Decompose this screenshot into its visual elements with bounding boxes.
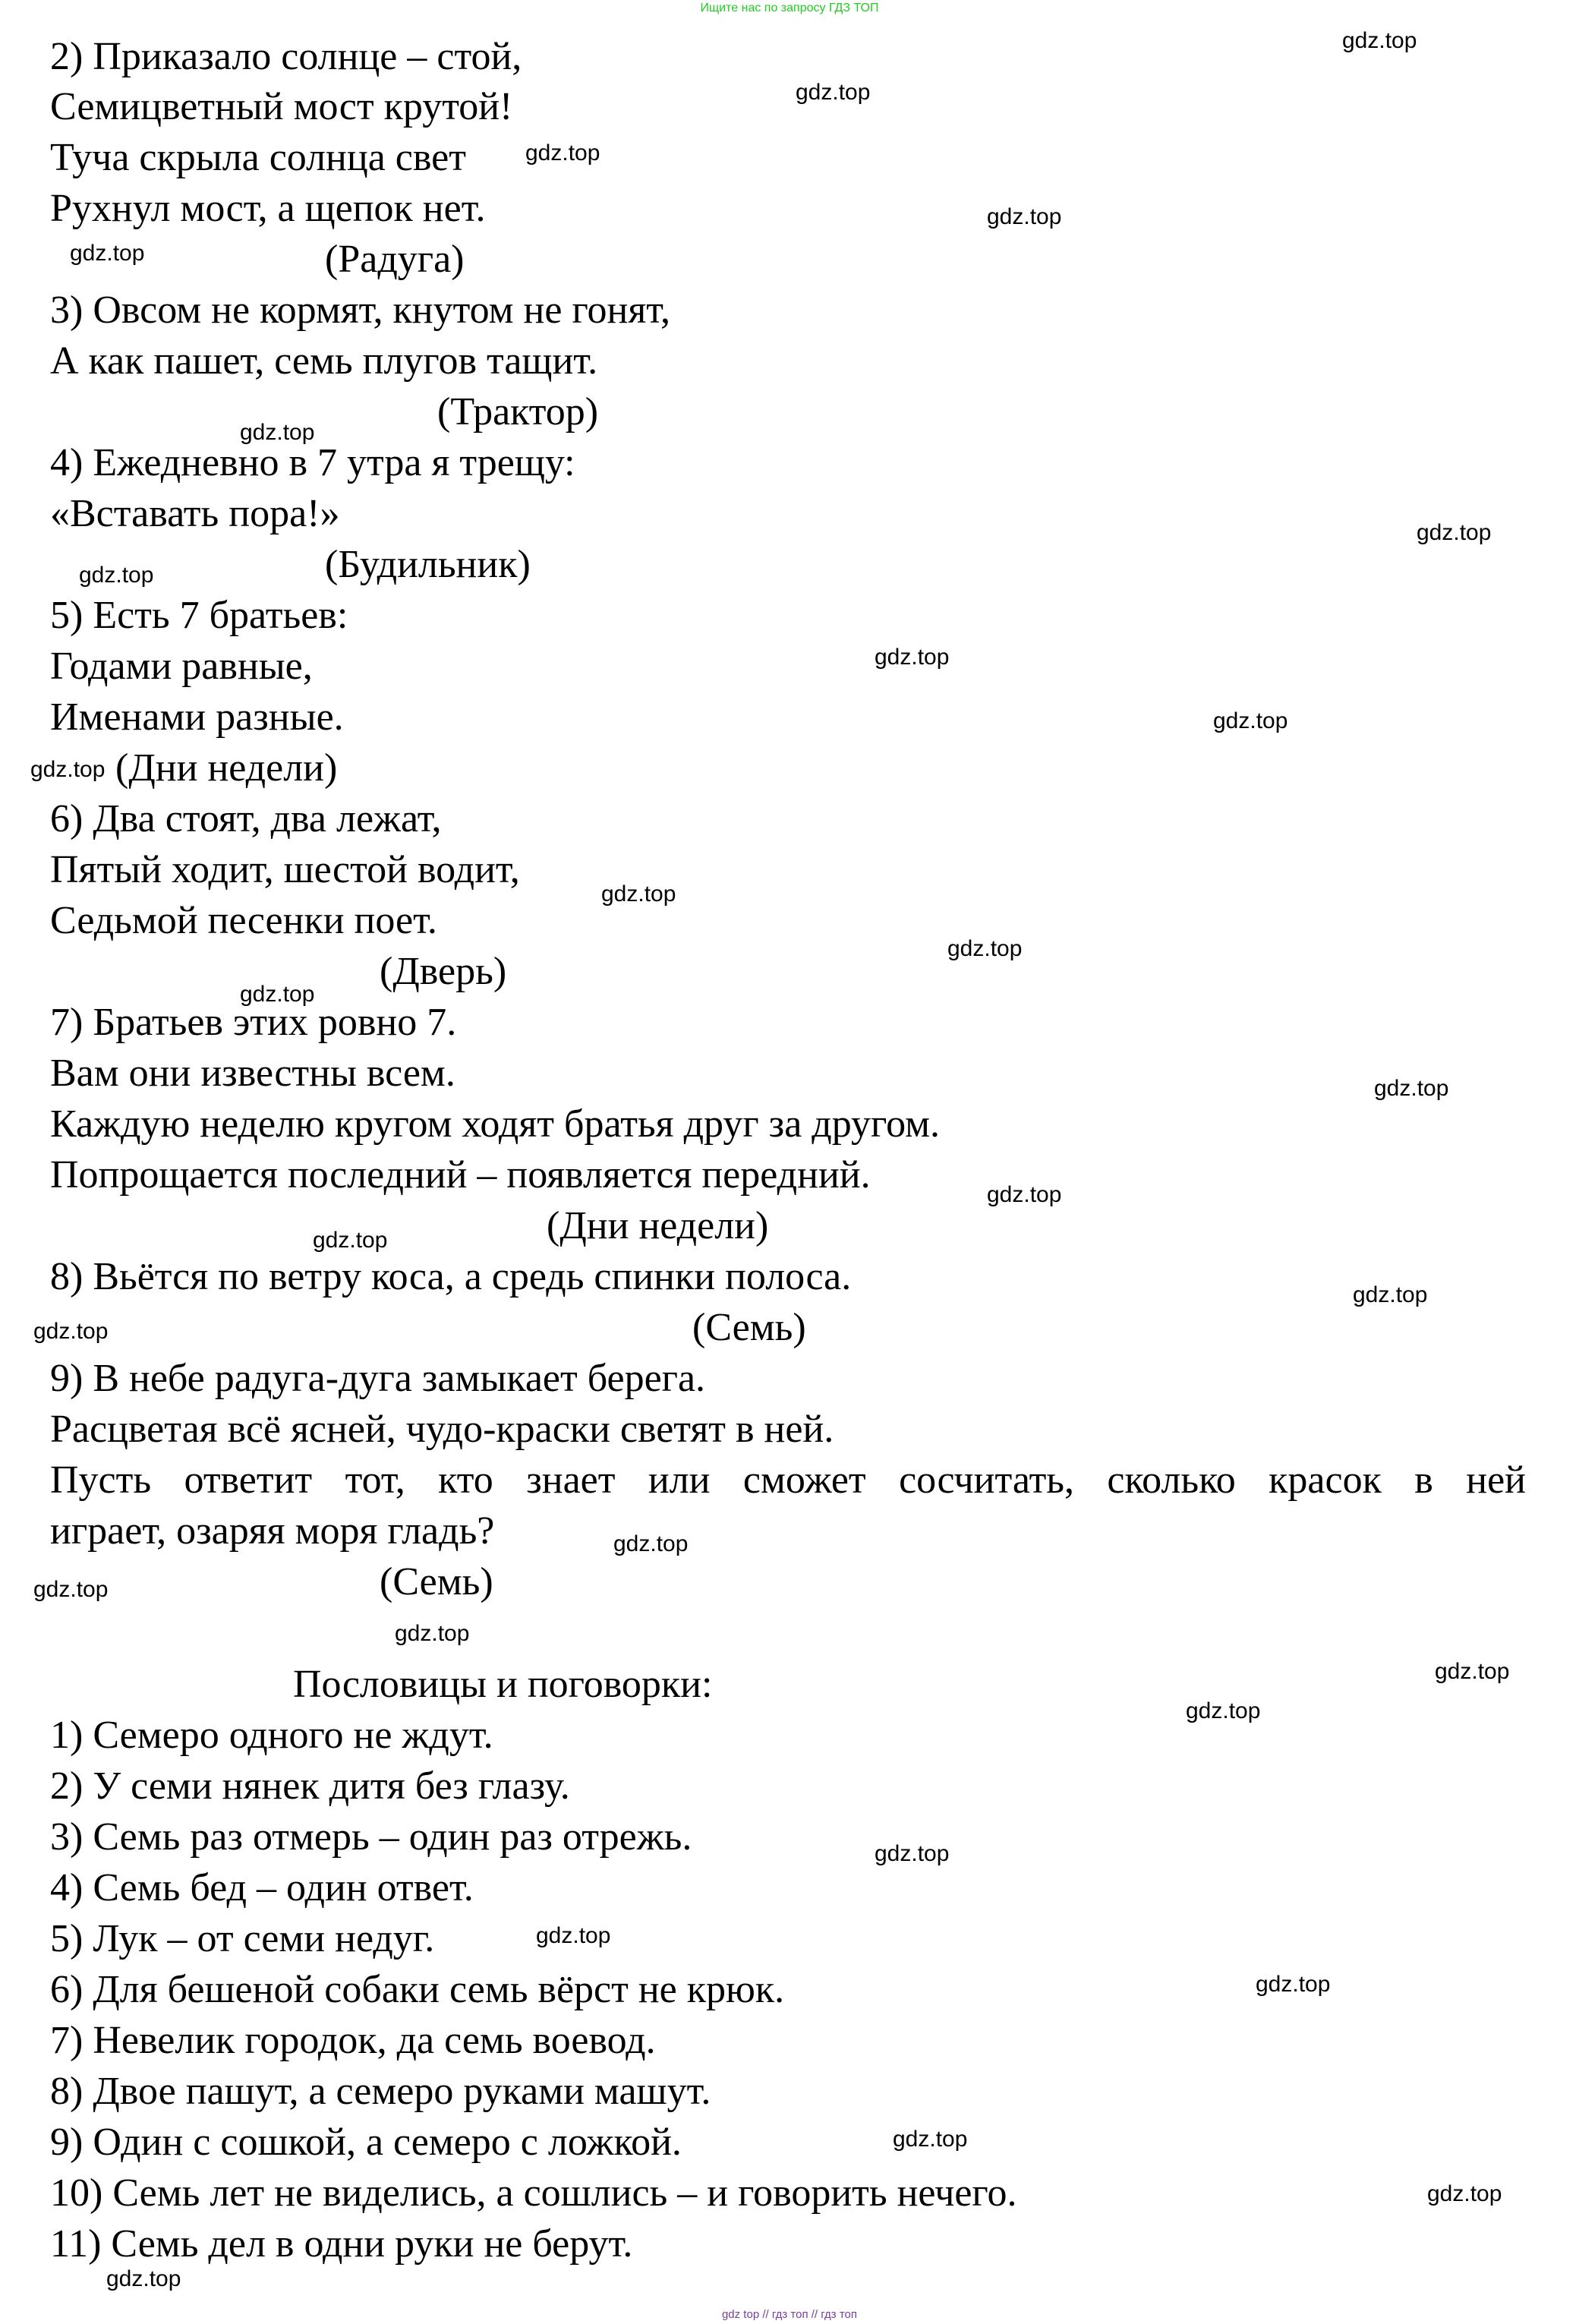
riddle-answer: (Семь) (692, 1306, 806, 1349)
proverb-line: 2) У семи нянек дитя без глазу. (50, 1764, 570, 1808)
proverbs-heading: Пословицы и поговорки: (293, 1663, 713, 1706)
riddle-answer: (Дни недели) (547, 1204, 769, 1247)
riddle-answer: (Радуга) (325, 238, 465, 281)
watermark: gdz.top (240, 982, 315, 1007)
watermark: gdz.top (33, 1319, 109, 1344)
riddle-line: Семицветный мост крутой! (50, 85, 513, 128)
watermark: gdz.top (1435, 1659, 1510, 1684)
riddle-line: Годами равные, (50, 645, 313, 688)
riddle-line: Каждую неделю кругом ходят братья друг за другом. (50, 1102, 941, 1146)
riddle-line: Седьмой песенки поет. (50, 899, 437, 942)
riddle-line: 5) Есть 7 братьев: (50, 594, 348, 637)
watermark: gdz.top (79, 563, 154, 588)
proverb-line: 7) Невелик городок, да семь воевод. (50, 2019, 656, 2062)
watermark: gdz.top (893, 2127, 968, 2152)
watermark: gdz.top (240, 420, 315, 445)
riddle-line: 3) Овсом не кормят, кнутом не гонят, (50, 289, 671, 332)
watermark: gdz.top (106, 2266, 181, 2291)
watermark: gdz.top (1342, 28, 1417, 53)
riddle-answer: (Дверь) (380, 950, 507, 993)
watermark: gdz.top (987, 1182, 1062, 1207)
riddle-answer: (Будильник) (325, 543, 531, 586)
proverb-line: 10) Семь лет не виделись, а сошлись – и говорить нечего. (50, 2171, 1017, 2215)
proverb-line: 11) Семь дел в одни руки не берут. (50, 2222, 633, 2266)
watermark: gdz.top (1427, 2181, 1502, 2206)
riddle-answer: (Семь) (380, 1560, 493, 1603)
watermark: gdz.top (601, 881, 676, 907)
watermark: gdz.top (1186, 1698, 1261, 1723)
riddle-line: Расцветая всё ясней, чудо-краски светят в ней. (50, 1408, 834, 1451)
watermark: gdz.top (70, 241, 145, 266)
riddle-line: Вам они известны всем. (50, 1052, 455, 1095)
watermark: gdz.top (613, 1531, 689, 1556)
watermark: gdz.top (313, 1228, 388, 1253)
riddle-line: 2) Приказало солнце – стой, (50, 35, 522, 78)
riddle-line: А как пашет, семь плугов тащит. (50, 339, 598, 383)
watermark: gdz.top (536, 1923, 611, 1948)
watermark: gdz.top (1417, 520, 1492, 545)
watermark: gdz.top (875, 1841, 950, 1866)
watermark: gdz.top (395, 1621, 470, 1646)
watermark: gdz.top (1213, 708, 1288, 733)
watermark: gdz.top (947, 936, 1023, 961)
riddle-line: Именами разные. (50, 695, 344, 739)
watermark: gdz.top (987, 204, 1062, 229)
riddle-line: 8) Вьётся по ветру коса, а средь спинки полоса. (50, 1255, 852, 1298)
footer-links: gdz top // гдз топ // гдз топ (721, 2308, 858, 2321)
proverb-line: 9) Один с сошкой, а семеро с ложкой. (50, 2121, 682, 2164)
proverb-line: 1) Семеро одного не ждут. (50, 1714, 493, 1757)
riddle-line: 6) Два стоят, два лежат, (50, 797, 442, 840)
riddle-line: Попрощается последний – появляется передний. (50, 1153, 871, 1197)
proverb-line: 3) Семь раз отмерь – один раз отрежь. (50, 1815, 692, 1859)
riddle-line: 9) В небе радуга-дуга замыкает берега. (50, 1357, 706, 1400)
riddle-answer: (Трактор) (437, 390, 599, 434)
riddle-line: играет, озаряя моря гладь? (50, 1509, 495, 1553)
watermark: gdz.top (1353, 1282, 1428, 1307)
riddle-line: «Вставать пора!» (50, 492, 340, 535)
watermark: gdz.top (33, 1577, 109, 1602)
proverb-line: 6) Для бешеной собаки семь вёрст не крюк. (50, 1968, 785, 2011)
proverb-line: 8) Двое пашут, а семеро руками машут. (50, 2070, 711, 2113)
proverb-line: 4) Семь бед – один ответ. (50, 1866, 474, 1909)
watermark: gdz.top (1374, 1076, 1449, 1101)
watermark: gdz.top (1256, 1972, 1331, 1997)
top-search-banner: Ищите нас по запросу ГДЗ ТОП (700, 2, 879, 14)
riddle-line-justified: Пусть ответит тот, кто знает или сможет сосчитать, сколько красок в ней (50, 1458, 1526, 1502)
watermark: gdz.top (796, 80, 871, 105)
riddle-line: 4) Ежедневно в 7 утра я трещу: (50, 441, 575, 484)
riddle-line: Пятый ходит, шестой водит, (50, 848, 520, 891)
watermark: gdz.top (30, 757, 106, 782)
riddle-line: Рухнул мост, а щепок нет. (50, 187, 486, 230)
watermark: gdz.top (525, 140, 600, 166)
riddle-line: Туча скрыла солнца свет (50, 136, 466, 179)
proverb-line: 5) Лук – от семи недуг. (50, 1917, 435, 1960)
riddle-line: 7) Братьев этих ровно 7. (50, 1001, 457, 1044)
riddle-answer: (Дни недели) (115, 746, 338, 790)
watermark: gdz.top (875, 645, 950, 670)
